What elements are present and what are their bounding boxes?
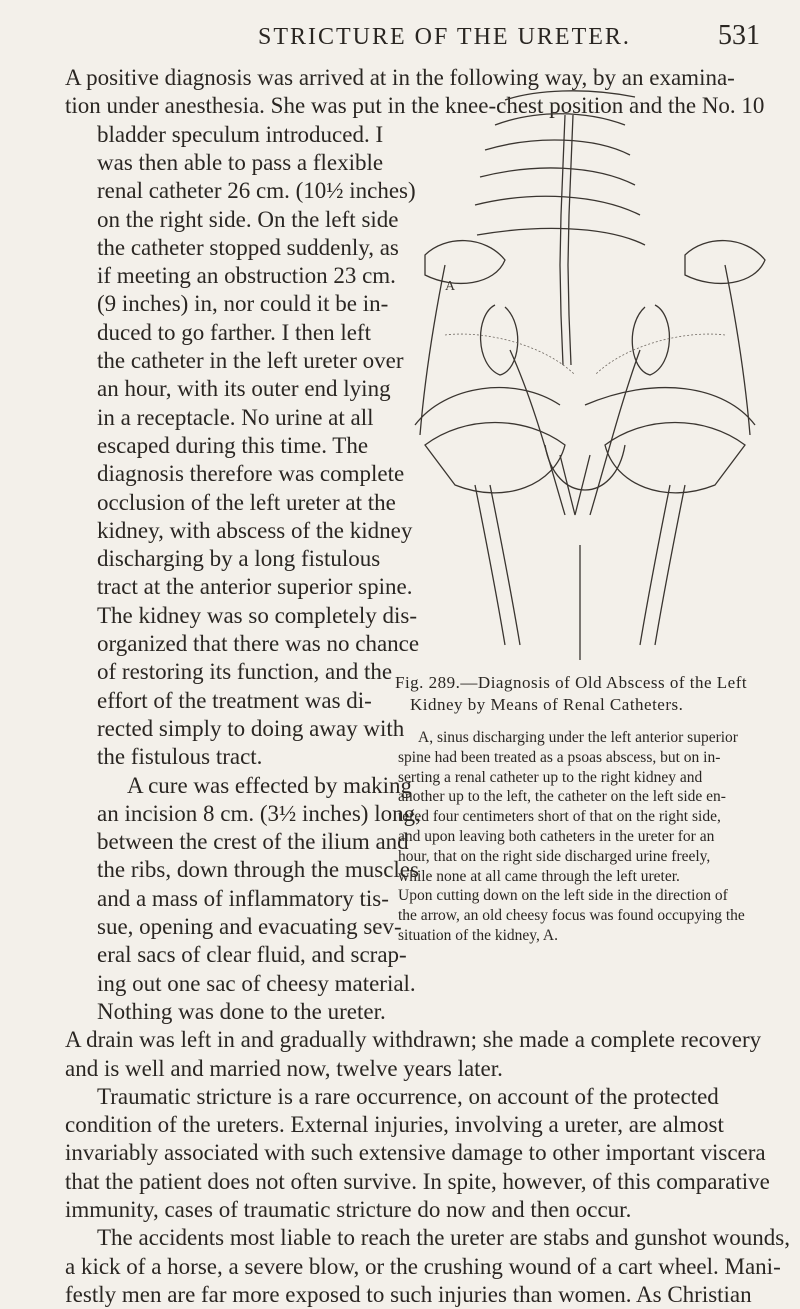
column-line: between the crest of the ilium and [97, 829, 409, 855]
caption-line: Upon cutting down on the left side in the direction of [398, 887, 728, 905]
body-line: The accidents most liable to reach the ureter are stabs and gunshot wounds, [97, 1225, 790, 1251]
column-line: was then able to pass a flexible [97, 149, 384, 175]
figure-drawing [385, 85, 785, 665]
column-line: escaped during this time. The [97, 432, 369, 458]
figure-caption-title [395, 672, 775, 716]
body-line: that the patient does not often survive. In spite, however, of this comparative [65, 1168, 770, 1194]
body-line: invariably associated with such extensive damage to other important viscera [65, 1140, 766, 1166]
column-line: duced to go farther. I then left [97, 319, 371, 345]
body-line: immunity, cases of traumatic stricture do now and then occur. [65, 1197, 632, 1222]
caption-line: hour, that on the right side discharged urine freely, [398, 847, 711, 865]
figure-caption-body [398, 728, 778, 946]
column-line: the fistulous tract. [97, 744, 263, 770]
column-line: an hour, with its outer end lying [97, 376, 391, 402]
column-line: organized that there was no chance [97, 631, 420, 656]
column-line: the catheter in the left ureter over [97, 348, 404, 373]
column-line: eral sacs of clear fluid, and scrap- [97, 942, 407, 968]
body-line: and is well and married now, twelve years later. [65, 1055, 503, 1081]
caption-title-line: Kidney by Means of Renal Catheters. [410, 695, 684, 714]
column-line: (9 inches) in, nor could it be in- [97, 291, 389, 317]
page-number: 531 [718, 20, 760, 51]
column-line: sue, opening and evacuating sev- [97, 914, 402, 939]
caption-line: while none at all came through the left ureter. [398, 867, 680, 885]
body-line: A drain was left in and gradually withdrawn; she made a complete recovery [65, 1027, 762, 1053]
column-line: rected simply to doing away with [97, 715, 405, 741]
anatomical-figure [385, 85, 785, 665]
column-line: A cure was effected by making [127, 772, 413, 798]
column-line: tract at the anterior superior spine. [97, 574, 413, 600]
body-line: tion under anesthesia. She was put in the knee-chest position and the No. 10 [65, 93, 765, 119]
body-line: festly men are far more exposed to such injuries than women. As Christian [65, 1281, 752, 1307]
column-line: occlusion of the left ureter at the [97, 489, 396, 515]
running-title: STRICTURE OF THE URETER. [258, 24, 631, 50]
column-line: effort of the treatment was di- [97, 687, 372, 713]
column-line: on the right side. On the left side [97, 206, 399, 232]
caption-line: the arrow, an old cheesy focus was found occupying the [398, 907, 745, 925]
column-line: renal catheter 26 cm. (10½ inches) [97, 178, 416, 204]
column-line: kidney, with abscess of the kidney [97, 517, 413, 543]
running-header [0, 14, 800, 54]
caption-line: another up to the left, the catheter on the left side en- [398, 788, 726, 806]
caption-line: and upon leaving both catheters in the ureter for an [398, 827, 715, 845]
column-line: The kidney was so completely dis- [97, 602, 418, 628]
column-line: the catheter stopped suddenly, as [97, 234, 399, 260]
body-line: Traumatic stricture is a rare occurrence, on account of the protected [97, 1083, 719, 1109]
body-line: A positive diagnosis was arrived at in the following way, by an examina- [65, 65, 735, 90]
column-line: an incision 8 cm. (3½ inches) long, [97, 800, 421, 826]
column-line: in a receptacle. No urine at all [97, 404, 374, 430]
column-line: ing out one sac of cheesy material. [97, 970, 416, 996]
column-line: and a mass of inflammatory tis- [97, 885, 389, 911]
column-line: discharging by a long fistulous [97, 546, 381, 572]
figure-label-a: A [445, 279, 456, 294]
caption-line: A, sinus discharging under the left anterior superior [418, 729, 738, 746]
caption-line: serting a renal catheter up to the right kidney and [398, 768, 703, 786]
column-line: Nothing was done to the ureter. [97, 998, 386, 1024]
column-line: of restoring its function, and the [97, 659, 393, 685]
column-line: if meeting an obstruction 23 cm. [97, 263, 396, 289]
caption-title-line: Fig. 289.—Diagnosis of Old Abscess of the Left [395, 673, 748, 692]
caption-line: situation of the kidney, A. [398, 926, 559, 944]
body-line: condition of the ureters. External injuries, involving a ureter, are almost [65, 1112, 724, 1138]
column-line: bladder speculum introduced. I [97, 121, 384, 147]
caption-line: spine had been treated as a psoas abscess, but on in- [398, 748, 721, 766]
column-line: diagnosis therefore was complete [97, 461, 405, 487]
column-line: the ribs, down through the muscles [97, 857, 419, 883]
caption-line: tered four centimeters short of that on the right side, [398, 808, 721, 826]
body-line: a kick of a horse, a severe blow, or the crushing wound of a cart wheel. Mani- [65, 1253, 781, 1279]
